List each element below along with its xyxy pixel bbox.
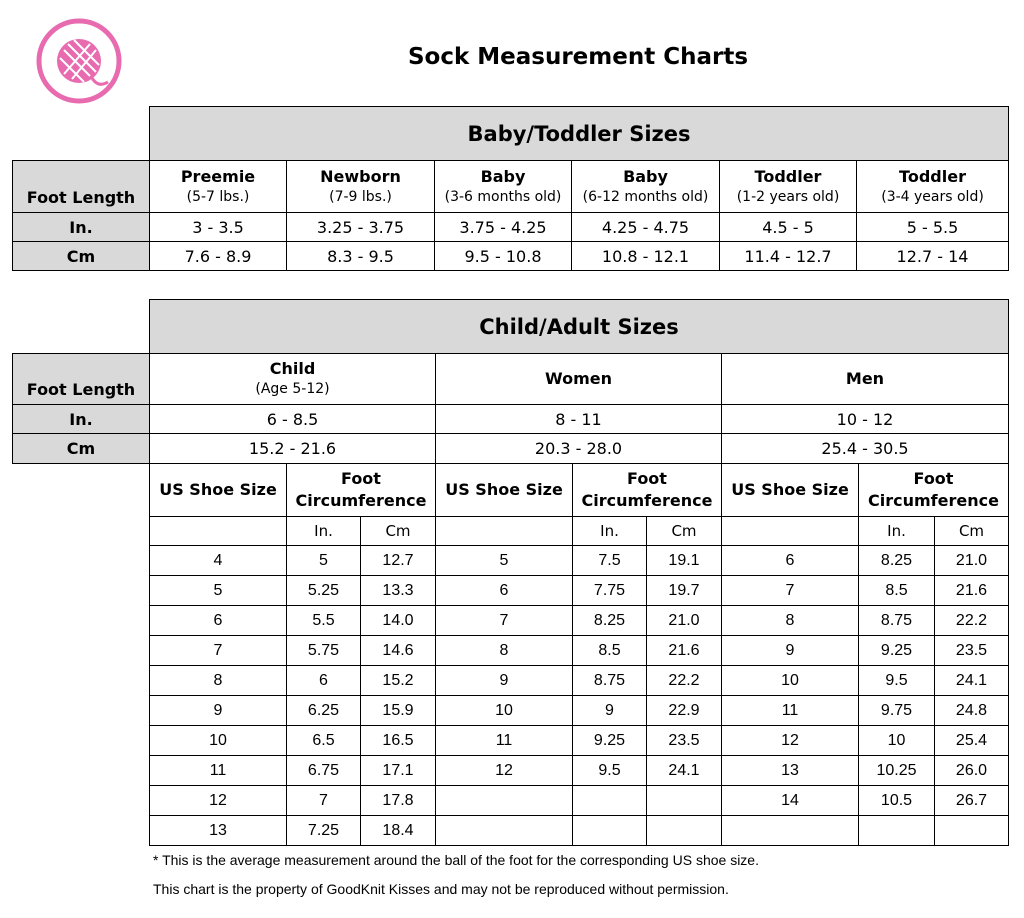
circumference-cm-cell: 26.0 <box>935 756 1009 786</box>
size-name: Toddler <box>899 166 966 186</box>
circumference-cm-cell: 14.6 <box>361 636 436 666</box>
shoe-size-cell: 5 <box>436 546 573 576</box>
circumference-cm-cell: 22.9 <box>647 696 722 726</box>
size-header <box>720 161 857 213</box>
shoe-size-cell: 6 <box>722 546 859 576</box>
circumference-line1: Foot <box>341 469 381 488</box>
circumference-in-cell: 9.25 <box>573 726 647 756</box>
shoe-size-cell: 8 <box>722 606 859 636</box>
circumference-in-cell: 6 <box>287 666 361 696</box>
table-row <box>13 816 1009 846</box>
value-cell: 11.4 - 12.7 <box>720 242 857 271</box>
size-detail: (5-7 lbs.) <box>186 188 250 205</box>
blank-cell <box>13 786 150 816</box>
foot-length-label: Foot Length <box>13 354 150 405</box>
baby-toddler-table <box>12 106 1009 271</box>
circumference-in-cell: 10.25 <box>859 756 935 786</box>
circumference-cm-cell: 14.0 <box>361 606 436 636</box>
row-label: In. <box>13 213 150 242</box>
group-detail: (Age 5-12) <box>255 381 330 397</box>
blank-cell <box>13 636 150 666</box>
table-row <box>13 546 1009 576</box>
shoe-size-cell: 8 <box>436 636 573 666</box>
cm-row <box>13 242 1009 271</box>
circumference-cm-cell: 17.1 <box>361 756 436 786</box>
circumference-in-cell: 7.5 <box>573 546 647 576</box>
shoe-size-cell: 12 <box>722 726 859 756</box>
size-name: Baby <box>623 166 668 186</box>
circumference-in-cell: 10 <box>859 726 935 756</box>
circumference-header <box>859 464 1009 517</box>
blank-cell <box>13 816 150 846</box>
inches-row <box>13 213 1009 242</box>
circumference-in-cell: 7.25 <box>287 816 361 846</box>
size-name: Newborn <box>320 166 401 186</box>
shoe-size-cell <box>436 816 573 846</box>
row-label: In. <box>13 405 150 434</box>
circumference-cm-cell: 17.8 <box>361 786 436 816</box>
shoe-size-cell: 7 <box>150 636 287 666</box>
blank-cell <box>13 464 150 517</box>
unit-cm: Cm <box>935 517 1009 546</box>
foot-length-label: Foot Length <box>13 161 150 213</box>
blank-cell <box>13 517 150 546</box>
circumference-cm-cell: 15.2 <box>361 666 436 696</box>
value-cell: 5 - 5.5 <box>857 213 1009 242</box>
shoe-size-cell: 13 <box>150 816 287 846</box>
circumference-in-cell: 5.25 <box>287 576 361 606</box>
circumference-cm-cell: 13.3 <box>361 576 436 606</box>
value-cell: 3.25 - 3.75 <box>287 213 435 242</box>
circumference-in-cell: 8.25 <box>859 546 935 576</box>
shoe-size-header: US Shoe Size <box>436 464 573 517</box>
shoe-size-cell: 8 <box>150 666 287 696</box>
shoe-size-cell <box>722 816 859 846</box>
unit-in: In. <box>573 517 647 546</box>
header-row <box>13 161 1009 213</box>
size-detail: (3-6 months old) <box>444 188 562 205</box>
circumference-cm-cell: 23.5 <box>647 726 722 756</box>
group-header-row <box>13 354 1009 405</box>
group-header-men <box>722 354 1009 405</box>
circumference-in-cell <box>859 816 935 846</box>
circumference-line2: Circumference <box>295 491 427 510</box>
unit-in: In. <box>287 517 361 546</box>
circumference-cm-cell: 12.7 <box>361 546 436 576</box>
circumference-in-cell: 8.75 <box>859 606 935 636</box>
group-header-women <box>436 354 722 405</box>
circumference-cm-cell <box>647 816 722 846</box>
circumference-cm-cell: 21.6 <box>647 636 722 666</box>
table-row <box>13 606 1009 636</box>
table-row <box>13 666 1009 696</box>
shoe-size-cell: 6 <box>150 606 287 636</box>
value-cell: 25.4 - 30.5 <box>722 434 1009 464</box>
shoe-size-cell: 6 <box>436 576 573 606</box>
circumference-in-cell: 7 <box>287 786 361 816</box>
shoe-size-header: US Shoe Size <box>150 464 287 517</box>
shoe-size-cell: 9 <box>722 636 859 666</box>
circumference-in-cell: 6.25 <box>287 696 361 726</box>
group-name: Women <box>545 369 612 388</box>
circumference-in-cell: 8.5 <box>573 636 647 666</box>
value-cell: 20.3 - 28.0 <box>436 434 722 464</box>
circumference-in-cell: 9.25 <box>859 636 935 666</box>
circumference-cm-cell <box>647 786 722 816</box>
blank-cell <box>13 666 150 696</box>
shoe-size-cell: 10 <box>436 696 573 726</box>
circumference-line2: Circumference <box>868 491 999 510</box>
value-cell: 8 - 11 <box>436 405 722 434</box>
circumference-cm-cell <box>935 816 1009 846</box>
circumference-line1: Foot <box>627 469 667 488</box>
value-cell: 3 - 3.5 <box>150 213 287 242</box>
circumference-in-cell: 8.5 <box>859 576 935 606</box>
circumference-cm-cell: 21.0 <box>647 606 722 636</box>
circumference-in-cell <box>573 816 647 846</box>
blank-cell <box>13 576 150 606</box>
shoe-size-header: US Shoe Size <box>722 464 859 517</box>
copyright-note: This chart is the property of GoodKnit Kisses and may not be reproduced without permission. <box>153 881 729 897</box>
circumference-line1: Foot <box>913 469 954 488</box>
section-title: Child/Adult Sizes <box>150 300 1009 354</box>
circumference-in-cell: 6.75 <box>287 756 361 786</box>
size-name: Baby <box>480 166 526 186</box>
unit-cm: Cm <box>361 517 436 546</box>
size-header <box>857 161 1009 213</box>
circumference-in-cell: 5 <box>287 546 361 576</box>
shoe-size-cell: 11 <box>436 726 573 756</box>
table-row <box>13 726 1009 756</box>
shoe-size-cell: 11 <box>150 756 287 786</box>
shoe-size-cell: 4 <box>150 546 287 576</box>
shoe-size-cell: 14 <box>722 786 859 816</box>
value-cell: 12.7 - 14 <box>857 242 1009 271</box>
size-detail: (3-4 years old) <box>881 188 984 205</box>
circumference-cm-cell: 24.8 <box>935 696 1009 726</box>
circumference-in-cell: 8.75 <box>573 666 647 696</box>
circumference-in-cell: 9.5 <box>573 756 647 786</box>
blank-corner <box>13 300 150 354</box>
value-cell: 8.3 - 9.5 <box>287 242 435 271</box>
page-title: Sock Measurement Charts <box>407 44 749 70</box>
blank-cell <box>13 756 150 786</box>
units-row <box>13 517 1009 546</box>
value-cell: 4.5 - 5 <box>720 213 857 242</box>
circumference-line2: Circumference <box>581 491 713 510</box>
size-detail: (1-2 years old) <box>736 188 840 205</box>
circumference-cm-cell: 19.7 <box>647 576 722 606</box>
group-header-child <box>150 354 436 405</box>
row-label: Cm <box>13 242 150 271</box>
table-row <box>13 786 1009 816</box>
value-cell: 7.6 - 8.9 <box>150 242 287 271</box>
circumference-cm-cell: 18.4 <box>361 816 436 846</box>
circumference-in-cell: 7.75 <box>573 576 647 606</box>
size-header <box>572 161 720 213</box>
size-header <box>435 161 572 213</box>
shoe-size-cell <box>436 786 573 816</box>
circumference-in-cell <box>573 786 647 816</box>
size-name: Preemie <box>180 166 256 186</box>
circumference-cm-cell: 26.7 <box>935 786 1009 816</box>
shoe-size-cell: 9 <box>150 696 287 726</box>
circumference-in-cell: 9.5 <box>859 666 935 696</box>
subheader-row <box>13 464 1009 517</box>
shoe-size-cell: 11 <box>722 696 859 726</box>
section-title: Baby/Toddler Sizes <box>150 107 1009 161</box>
shoe-size-cell: 10 <box>722 666 859 696</box>
child-adult-table <box>12 299 1009 846</box>
blank-cell <box>150 517 287 546</box>
size-header <box>150 161 287 213</box>
blank-cell <box>722 517 859 546</box>
group-name: Child <box>269 359 316 378</box>
shoe-size-cell: 5 <box>150 576 287 606</box>
circumference-in-cell: 9 <box>573 696 647 726</box>
table-row <box>13 756 1009 786</box>
blank-cell <box>13 546 150 576</box>
circumference-cm-cell: 21.6 <box>935 576 1009 606</box>
circumference-in-cell: 10.5 <box>859 786 935 816</box>
footnote: * This is the average measurement around the ball of the foot for the corresponding US shoe size. <box>153 852 759 868</box>
value-cell: 4.25 - 4.75 <box>572 213 720 242</box>
blank-cell <box>13 726 150 756</box>
value-cell: 10 - 12 <box>722 405 1009 434</box>
shoe-size-cell: 10 <box>150 726 287 756</box>
shoe-size-cell: 7 <box>722 576 859 606</box>
circumference-in-cell: 6.5 <box>287 726 361 756</box>
circumference-cm-cell: 24.1 <box>935 666 1009 696</box>
value-cell: 6 - 8.5 <box>150 405 436 434</box>
size-name: Toddler <box>754 166 822 186</box>
inches-row <box>13 405 1009 434</box>
blank-corner <box>13 107 150 161</box>
group-name: Men <box>845 369 885 388</box>
circumference-header <box>287 464 436 517</box>
blank-cell <box>13 606 150 636</box>
yarn-ball-icon <box>34 16 124 106</box>
shoe-size-cell: 13 <box>722 756 859 786</box>
circumference-cm-cell: 25.4 <box>935 726 1009 756</box>
size-header <box>287 161 435 213</box>
shoe-size-cell: 12 <box>150 786 287 816</box>
circumference-cm-cell: 21.0 <box>935 546 1009 576</box>
value-cell: 3.75 - 4.25 <box>435 213 572 242</box>
value-cell: 10.8 - 12.1 <box>572 242 720 271</box>
blank-cell <box>13 696 150 726</box>
circumference-cm-cell: 15.9 <box>361 696 436 726</box>
shoe-size-cell: 9 <box>436 666 573 696</box>
circumference-cm-cell: 22.2 <box>647 666 722 696</box>
size-detail: (6-12 months old) <box>582 188 709 205</box>
cm-row <box>13 434 1009 464</box>
table-row <box>13 576 1009 606</box>
circumference-cm-cell: 16.5 <box>361 726 436 756</box>
circumference-in-cell: 8.25 <box>573 606 647 636</box>
circumference-in-cell: 5.75 <box>287 636 361 666</box>
value-cell: 9.5 - 10.8 <box>435 242 572 271</box>
blank-cell <box>436 517 573 546</box>
circumference-cm-cell: 19.1 <box>647 546 722 576</box>
shoe-size-cell: 7 <box>436 606 573 636</box>
unit-in: In. <box>859 517 935 546</box>
unit-cm: Cm <box>647 517 722 546</box>
row-label: Cm <box>13 434 150 464</box>
size-detail: (7-9 lbs.) <box>329 188 392 205</box>
value-cell: 15.2 - 21.6 <box>150 434 436 464</box>
circumference-cm-cell: 24.1 <box>647 756 722 786</box>
table-row <box>13 636 1009 666</box>
shoe-size-cell: 12 <box>436 756 573 786</box>
circumference-in-cell: 9.75 <box>859 696 935 726</box>
circumference-in-cell: 5.5 <box>287 606 361 636</box>
circumference-cm-cell: 22.2 <box>935 606 1009 636</box>
circumference-cm-cell: 23.5 <box>935 636 1009 666</box>
table-row <box>13 696 1009 726</box>
circumference-header <box>573 464 722 517</box>
